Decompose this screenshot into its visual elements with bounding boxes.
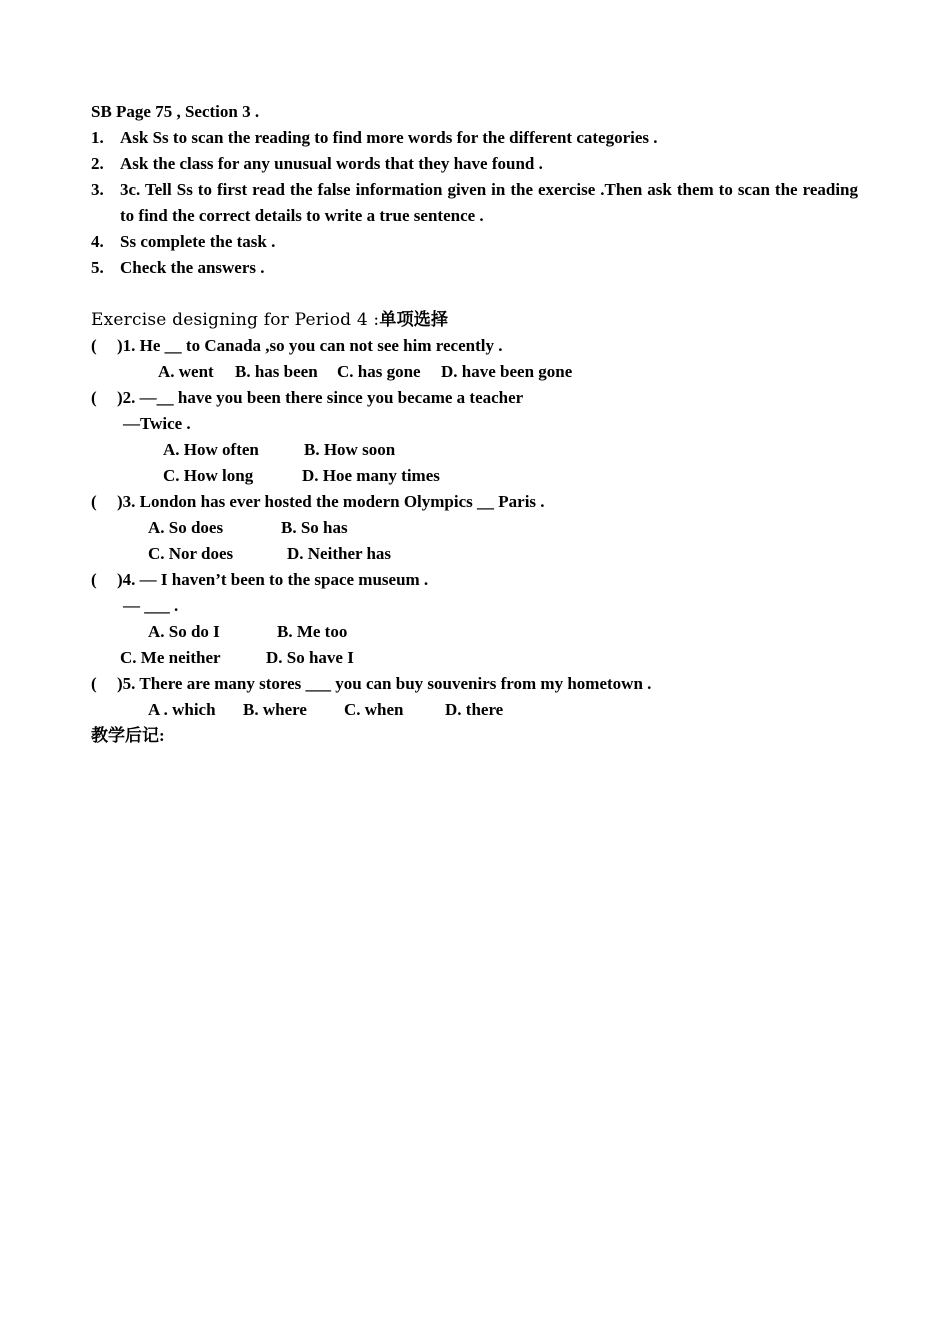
option-b: B. Me too (277, 622, 348, 641)
question-5 (91, 671, 858, 697)
spacer (91, 281, 858, 307)
question-stem: )3. London has ever hosted the modern Olympics __ Paris . (117, 492, 545, 511)
step-number: 5. (91, 258, 104, 277)
step-text: Ask Ss to scan the reading to find more words for the different categories . (120, 128, 658, 147)
step-item (91, 177, 858, 229)
option-b: B. How soon (304, 440, 396, 459)
question-2-reply: —Twice . (123, 414, 191, 433)
document-page (91, 99, 858, 749)
step-item (91, 151, 858, 177)
step-text: 3c. Tell Ss to first read the false information given in the exercise .Then ask them to scan the reading to find the correct details to write a true sentence . (120, 180, 858, 225)
step-number: 4. (91, 232, 104, 251)
option-d: D. Hoe many times (302, 466, 440, 485)
option-a: A . which (148, 700, 216, 719)
answer-bracket: ( (91, 336, 97, 355)
question-3 (91, 489, 858, 515)
question-stem: )2. —__ have you been there since you became a teacher (117, 388, 524, 407)
option-b: B. So has (281, 518, 348, 537)
option-c: C. has gone (337, 362, 421, 381)
question-2-options-row2 (91, 463, 858, 489)
step-number: 2. (91, 154, 104, 173)
option-c: C. when (344, 700, 404, 719)
question-4-reply: — ___ . (123, 596, 179, 615)
option-d: D. Neither has (287, 544, 392, 563)
option-d: D. there (445, 700, 504, 719)
question-stem: )5. There are many stores ___ you can buy souvenirs from my hometown . (117, 674, 652, 693)
question-3-options-row1 (91, 515, 858, 541)
option-b: B. where (243, 700, 307, 719)
question-4 (91, 567, 858, 593)
question-5-options (91, 697, 858, 723)
section-title: SB Page 75 , Section 3 . (91, 102, 260, 121)
step-item (91, 255, 858, 281)
exercise-heading (91, 307, 858, 333)
exercise-heading-text: Exercise designing for Period 4 : (91, 310, 380, 330)
question-3-options-row2 (91, 541, 858, 567)
teaching-notes-label: 教学后记: (91, 726, 165, 745)
question-stem: )1. He __ to Canada ,so you can not see him recently . (117, 336, 503, 355)
step-text: Check the answers . (120, 258, 265, 277)
question-stem: )4. — I haven’t been to the space museum . (117, 570, 429, 589)
option-c: C. Nor does (148, 544, 234, 563)
option-a: A. How often (163, 440, 259, 459)
question-4-options-row2 (91, 645, 858, 671)
answer-bracket: ( (91, 570, 97, 589)
answer-bracket: ( (91, 674, 97, 693)
option-d: D. So have I (266, 648, 354, 667)
step-text: Ss complete the task . (120, 232, 276, 251)
question-2-options-row1 (91, 437, 858, 463)
step-text: Ask the class for any unusual words that they have found . (120, 154, 543, 173)
step-number: 1. (91, 128, 104, 147)
option-d: D. have been gone (441, 362, 573, 381)
question-1 (91, 333, 858, 359)
question-4-options-row1 (91, 619, 858, 645)
option-c: C. Me neither (120, 648, 221, 667)
step-item (91, 125, 858, 151)
option-a: A. went (158, 362, 214, 381)
step-item (91, 229, 858, 255)
exercise-heading-cn: 单项选择 (379, 310, 449, 330)
step-number: 3. (91, 180, 104, 199)
option-a: A. So do I (148, 622, 220, 641)
question-1-options (91, 359, 858, 385)
option-a: A. So does (148, 518, 224, 537)
answer-bracket: ( (91, 388, 97, 407)
answer-bracket: ( (91, 492, 97, 511)
question-2 (91, 385, 858, 411)
option-c: C. How long (163, 466, 254, 485)
option-b: B. has been (235, 362, 318, 381)
